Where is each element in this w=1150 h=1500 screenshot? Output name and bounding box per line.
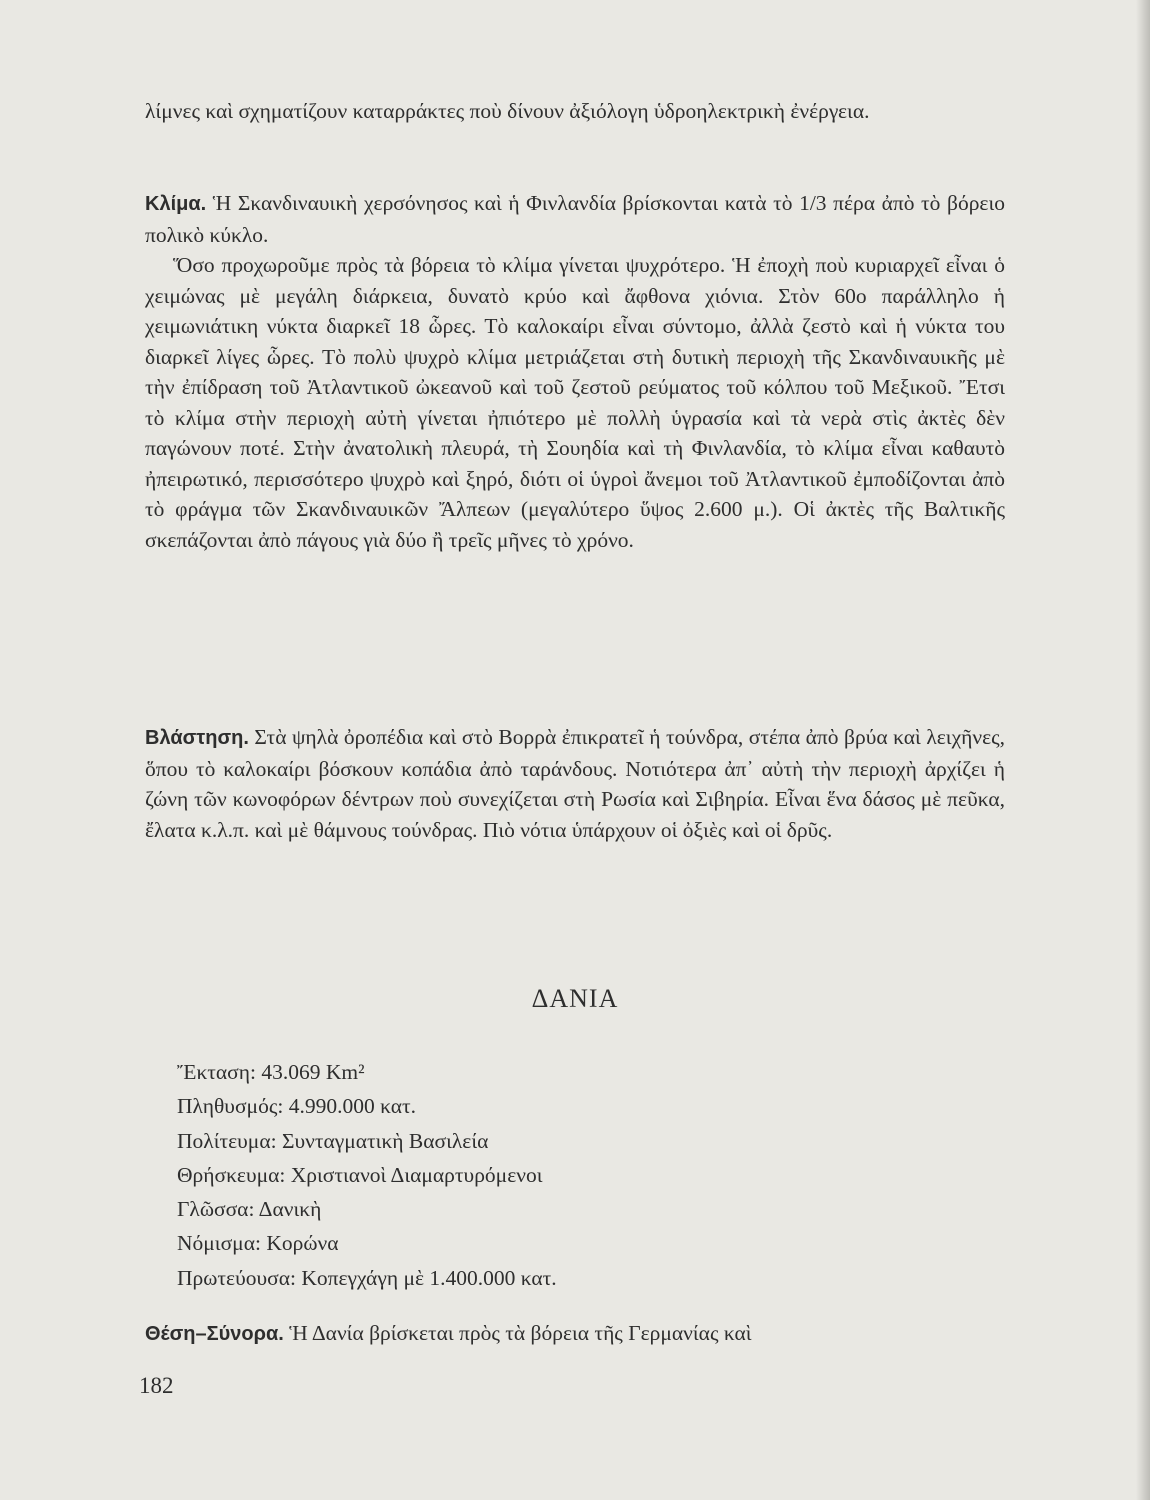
country-facts-list: [177, 1055, 557, 1295]
vegetation-paragraph: [145, 722, 1005, 845]
position-label: Θέση–Σύνορα.: [145, 1323, 284, 1345]
fact-value: Συνταγματικὴ Βασιλεία: [281, 1128, 489, 1153]
paragraph-position-borders: [145, 1318, 1005, 1350]
fact-value: Δανικὴ: [258, 1197, 322, 1222]
fact-value: 43.069 Km²: [261, 1060, 365, 1084]
fact-label: Πολίτευμα:: [177, 1128, 277, 1153]
fact-religion: [177, 1158, 557, 1192]
fact-label: Ἔκταση:: [177, 1060, 256, 1084]
climate-text-1: Ἡ Σκανδιναυικὴ χερσόνησος καὶ ἡ Φινλανδία βρίσκονται κατὰ τὸ 1/3 πέρα ἀπὸ τὸ βόρειο πολικὸ κύκλο.: [145, 191, 1005, 247]
page-number: 182: [139, 1373, 174, 1398]
fact-currency: [177, 1226, 557, 1260]
fact-label: Γλῶσσα:: [177, 1197, 255, 1222]
position-paragraph: [145, 1318, 1005, 1350]
fact-label: Πληθυσμός:: [177, 1094, 284, 1119]
fact-language: [177, 1192, 557, 1226]
climate-label: Κλίμα.: [145, 193, 207, 215]
fact-label: Πρωτεύουσα:: [177, 1265, 296, 1290]
fact-value: 4.990.000 κατ.: [288, 1094, 416, 1119]
paragraph-intro: [145, 96, 1005, 127]
page-edge-shadow: [1136, 0, 1150, 1500]
climate-first-line: [145, 188, 1005, 250]
vegetation-label: Βλάστηση.: [145, 727, 249, 749]
fact-value: Κορώνα: [266, 1231, 339, 1256]
fact-label: Θρήσκευμα:: [177, 1162, 286, 1187]
fact-government: [177, 1124, 557, 1158]
fact-value: Κοπεγχάγη μὲ 1.400.000 κατ.: [301, 1265, 557, 1290]
paragraph-text: λίμνες καὶ σχηματίζουν καταρράκτες ποὺ δίνουν ἀξιόλογη ὑδροηλεκτρικὴ ἐνέργεια.: [145, 99, 870, 123]
climate-text-2: Ὅσο προχωροῦμε πρὸς τὰ βόρεια τὸ κλίμα γίνεται ψυχρότερο. Ἡ ἐποχὴ ποὺ κυριαρχεῖ εἶναι ὁ χειμώνας μὲ μεγάλη διάρκεια, δυνατὸ κρύο καὶ ἄφθονα χιόνια. Στὸν 60ο παράλληλο ἡ χειμωνιάτικη νύκτα διαρκεῖ 18 ὧρες. Τὸ καλοκαίρι εἶναι σύντομο, ἀλλὰ ζεστὸ καὶ ἡ νύκτα του διαρκεῖ λίγες ὧρες. Τὸ πολὺ ψυχρὸ κλίμα μετριάζεται στὴ δυτικὴ περιοχὴ τῆς Σκανδιναυικῆς μὲ τὴν ἐπίδραση τοῦ Ἀτλαντικοῦ ὠκεανοῦ καὶ τοῦ ζεστοῦ ρεύματος τοῦ κόλπου τοῦ Μεξικοῦ. Ἔτσι τὸ κλίμα στὴν περιοχὴ αὐτὴ γίνεται ἠπιότερο μὲ πολλὴ ὑγρασία καὶ τὰ νερὰ στὶς ἀκτὲς δὲν παγώνουν ποτέ. Στὴν ἀνατολικὴ πλευρά, τὴ Σουηδία καὶ τὴ Φινλανδία, τὸ κλίμα εἶναι καθαυτὸ ἠπειρωτικό, περισσότερο ψυχρὸ καὶ ξηρό, διότι οἱ ὑγροὶ ἄνεμοι τοῦ Ἀτλαντικοῦ ἐμποδίζονται ἀπὸ τὸ φράγμα τῶν Σκανδιναυικῶν Ἄλπεων (μεγαλύτερο ὕψος 2.600 μ.). Οἱ ἀκτὲς τῆς Βαλτικῆς σκεπάζονται ἀπὸ πάγους γιὰ δύο ἢ τρεῖς μῆνες τὸ χρόνο.: [145, 253, 1005, 552]
fact-label: Νόμισμα:: [177, 1231, 261, 1256]
fact-population: [177, 1089, 557, 1123]
paragraph-climate: [145, 188, 1005, 555]
fact-area: [177, 1055, 557, 1089]
fact-value: Χριστιανοὶ Διαμαρτυρόμενοι: [290, 1162, 543, 1187]
section-title: ΔΑΝΙΑ: [531, 984, 619, 1013]
paragraph-vegetation: [145, 722, 1005, 845]
fact-capital: [177, 1261, 557, 1295]
vegetation-text: Στὰ ψηλὰ ὀροπέδια καὶ στὸ Βορρὰ ἐπικρατεῖ ἡ τούνδρα, στέπα ἀπὸ βρύα καὶ λειχῆνες, ὅπου τὸ καλοκαίρι βόσκουν κοπάδια ἀπὸ ταράνδους. Νοτιότερα ἀπ᾿ αὐτὴ τὴν περιοχὴ ἀρχίζει ἡ ζώνη τῶν κωνοφόρων δέντρων ποὺ συνεχίζεται στὴ Ρωσία καὶ Σιβηρία. Εἶναι ἕνα δάσος μὲ πεῦκα, ἔλατα κ.λ.π. καὶ μὲ θάμνους τούνδρας. Πιὸ νότια ὑπάρχουν οἱ ὀξιὲς καὶ οἱ δρῦς.: [145, 725, 1005, 842]
position-text: Ἡ Δανία βρίσκεται πρὸς τὰ βόρεια τῆς Γερμανίας καὶ: [283, 1321, 752, 1345]
